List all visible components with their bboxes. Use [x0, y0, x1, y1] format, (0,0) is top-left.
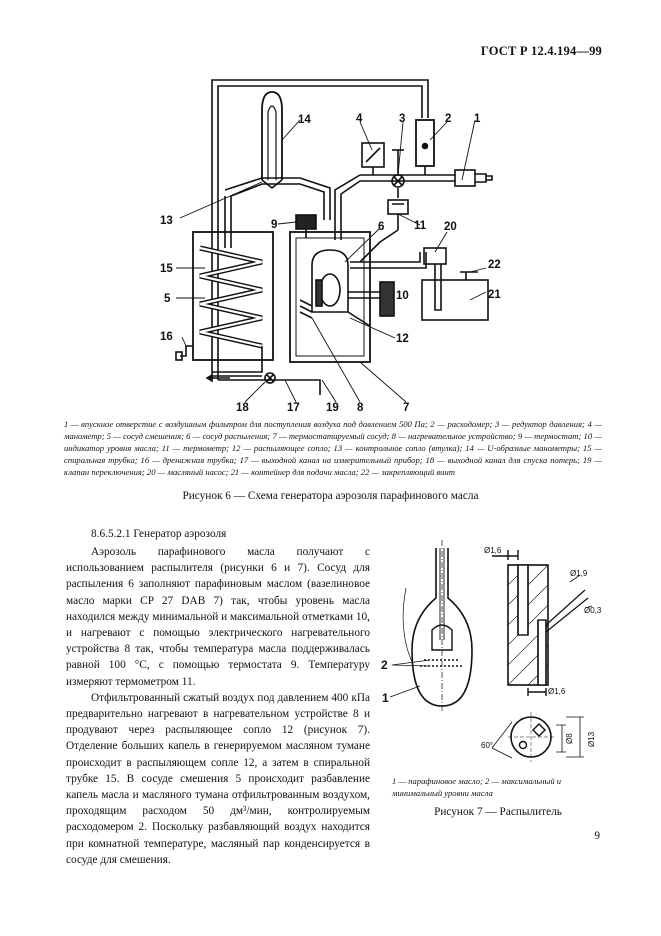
fig6-label-18: 18	[236, 402, 249, 414]
aerosol-generator-schematic	[0, 0, 661, 420]
fig6-label-9: 9	[271, 219, 278, 231]
fig6-label-19: 19	[326, 402, 339, 414]
section-heading: 8.6.5.2.1 Генератор аэрозоля	[91, 528, 227, 540]
figure6-caption: 1 — впускное отверстие с воздушным фильтром для поступления воздуха под давлением 500 Па; 2 — расходомер; 3 — редуктор давления; 4 — манометр; 5 — сосуд смешения; 6 — сосуд распыления; 7 — термостатируемый сосуд; 8 — нагревательное устройство; 9 — термостат; 10 — индикатор уровня масла; 11 — термометр; 12 — распыляющее сопло; 13 — контрольное сопло (втулка); 14 — U-образные манометры; 15 — спиральная трубка; 16 — дренажная трубка; 17 — выходной канал на измерительный прибор; 18 — выходной канал для спуска потерь; 19 — клапан переключения; 20 — масляный насос; 21 — контейнер для подачи масла; 22 — закрепляющий винт	[64, 419, 602, 478]
paragraph-2: Отфильтрованный сжатый воздух под давлением 400 кПа предварительно нагревают в нагревательном устройстве 8 и продувают через распыляющее сопло 12 (рисунок 7). Отделение больших капель в генерируемом масляном тумане происходит в распыляющем сопле 12, а затем в спиральной трубке 15. В сосуде смешения 5 происходит разбавление капель масла и масляного тумана отфильтрованным воздухом, проходящим расходом 50 дм³/мин, контролируемым расходомером 2. Поскольку разбавляющий воздух находится при комнатной температуре, масляный пар конденсируется в сосуде для смешения.	[66, 691, 370, 866]
fig6-label-16: 16	[160, 331, 173, 343]
fig6-label-6: 6	[378, 221, 385, 233]
fig6-label-4: 4	[356, 113, 363, 125]
fig6-label-11: 11	[414, 220, 427, 232]
figure6-title: Рисунок 6 — Схема генератора аэрозоля парафинового масла	[182, 490, 479, 502]
fig6-label-15: 15	[160, 263, 173, 275]
fig7-dim-d19: Ø1,9	[570, 569, 588, 578]
paragraph-1: Аэрозоль парафинового масла получают с использованием распылителя (рисунки 6 и 7). Сосуд для распыления 6 заполняют парафиновым маслом (вазелиновое масло марки CP 27 DAB 7) так, чтобы уровень масла находился между минимальной и максимальной отметками 10, и нагревают с помощью электрического нагревательного устройства 8 так, чтобы температура масла поддерживалась равной 100 °С, с помощью термостата 9. Температуру измеряют термометром 11.	[66, 546, 370, 688]
fig6-label-10: 10	[396, 290, 409, 302]
fig6-label-8: 8	[357, 402, 364, 414]
fig6-label-20: 20	[444, 221, 457, 233]
page-number: 9	[594, 830, 600, 842]
fig6-label-14: 14	[298, 114, 311, 126]
fig6-label-17: 17	[287, 402, 300, 414]
fig7-dim-angle: 60°	[481, 741, 494, 750]
fig6-label-21: 21	[488, 289, 501, 301]
fig6-label-3: 3	[399, 113, 406, 125]
fig6-label-1: 1	[474, 113, 481, 125]
fig6-label-5: 5	[164, 293, 171, 305]
fig6-label-13: 13	[160, 215, 173, 227]
standard-header: ГОСТ Р 12.4.194—99	[480, 44, 602, 58]
fig7-dim-d8: Ø8	[565, 733, 574, 744]
fig6-label-7: 7	[403, 402, 410, 414]
fig7-dim-d16-top: Ø1,6	[484, 546, 502, 555]
figure7-title: Рисунок 7 — Распылитель	[434, 806, 562, 818]
fig6-label-12: 12	[396, 333, 409, 345]
fig7-dim-d16-bottom: Ø1,6	[548, 687, 566, 696]
fig7-dim-d03: Ø0,3	[584, 606, 602, 615]
fig7-dim-d13: Ø13	[587, 731, 596, 747]
fig7-label-1: 1	[382, 691, 389, 705]
fig6-label-2: 2	[445, 113, 452, 125]
fig6-label-22: 22	[488, 259, 501, 271]
fig7-label-2: 2	[381, 658, 388, 672]
body-text	[66, 544, 370, 868]
figure7-caption: 1 — парафиновое масло; 2 — максимальный и минимальный уровни масла	[392, 776, 562, 798]
